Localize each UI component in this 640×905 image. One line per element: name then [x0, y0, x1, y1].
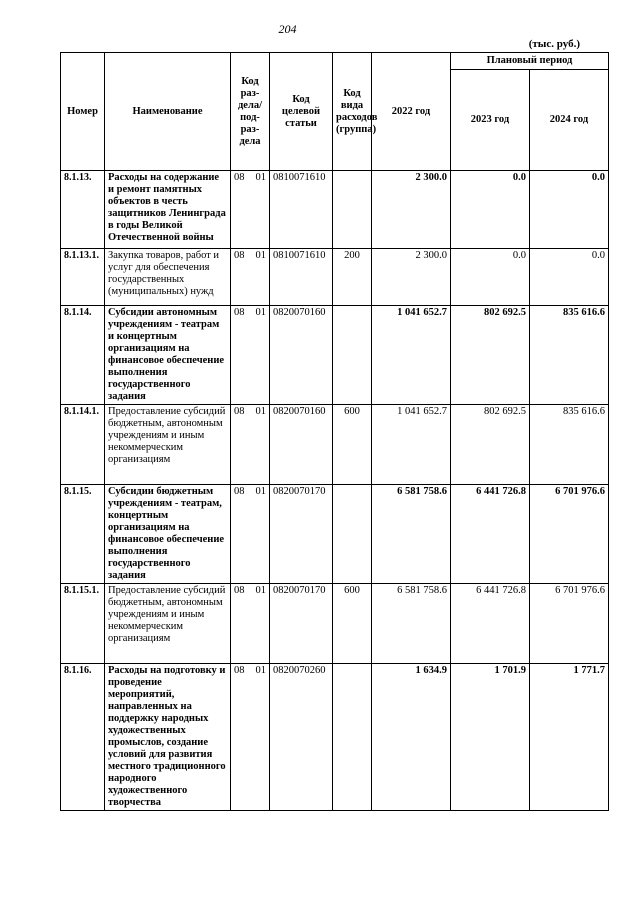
- row-section-code: 08: [234, 486, 245, 497]
- row-amount-2024: 0.0: [530, 171, 609, 249]
- header-target-article: Код целевой статьи: [270, 53, 333, 171]
- row-amount-2022: 2 300.0: [372, 171, 451, 249]
- row-amount-2024: 0.0: [530, 249, 609, 306]
- row-number: 8.1.14.1.: [61, 405, 105, 485]
- header-2024: 2024 год: [530, 70, 609, 171]
- row-name: Расходы на содержание и ремонт памятных объектов в честь защитников Ленинграда в годы Великой Отечественной войны: [105, 171, 231, 249]
- table-row: [61, 485, 609, 584]
- table-row: [61, 249, 609, 306]
- row-amount-2024: 1 771.7: [530, 664, 609, 811]
- table-row: [61, 405, 609, 485]
- table-row: [61, 171, 609, 249]
- row-amount-2022: 1 041 652.7: [372, 306, 451, 405]
- row-razdel: [231, 664, 270, 811]
- table-row: [61, 584, 609, 664]
- row-amount-2023: 802 692.5: [451, 306, 530, 405]
- row-amount-2023: 6 441 726.8: [451, 584, 530, 664]
- row-razdel: [231, 249, 270, 306]
- row-target-article: 0810071610: [270, 249, 333, 306]
- row-amount-2022: 6 581 758.6: [372, 584, 451, 664]
- row-target-article: 0820070170: [270, 584, 333, 664]
- row-subsection-code: 01: [255, 172, 266, 183]
- row-expense-type: 200: [333, 249, 372, 306]
- row-amount-2024: 835 616.6: [530, 306, 609, 405]
- row-razdel: [231, 405, 270, 485]
- row-section-code: 08: [234, 406, 245, 417]
- row-name: Субсидии автономным учреждениям - театрам и концертным организациям на финансовое обеспечение выполнения государственного задания: [105, 306, 231, 405]
- row-amount-2023: 0.0: [451, 249, 530, 306]
- row-name: Расходы на подготовку и проведение мероприятий, направленных на поддержку народных художественных промыслов, создание условий для развития местного традиционного народного художественного творчества: [105, 664, 231, 811]
- header-name: Наименование: [105, 53, 231, 171]
- header-razdel: Код раз-дела/ под-раз-дела: [231, 53, 270, 171]
- row-amount-2024: 6 701 976.6: [530, 485, 609, 584]
- row-amount-2023: 802 692.5: [451, 405, 530, 485]
- row-subsection-code: 01: [255, 250, 266, 261]
- header-planned-period: Плановый период: [451, 53, 609, 70]
- row-amount-2022: 6 581 758.6: [372, 485, 451, 584]
- budget-table: [60, 52, 609, 811]
- row-subsection-code: 01: [255, 406, 266, 417]
- header-2023: 2023 год: [451, 70, 530, 171]
- table-row: [61, 306, 609, 405]
- header-number: Номер: [61, 53, 105, 171]
- row-expense-type: [333, 306, 372, 405]
- row-expense-type: [333, 171, 372, 249]
- row-number: 8.1.13.: [61, 171, 105, 249]
- row-amount-2023: 0.0: [451, 171, 530, 249]
- row-target-article: 0820070160: [270, 405, 333, 485]
- row-section-code: 08: [234, 250, 245, 261]
- row-amount-2023: 6 441 726.8: [451, 485, 530, 584]
- row-section-code: 08: [234, 665, 245, 676]
- row-name: Предоставление субсидий бюджетным, автономным учреждениям и иным некоммерческим организациям: [105, 405, 231, 485]
- header-expense-type: Код вида расходов (группа): [333, 53, 372, 171]
- row-amount-2022: 1 041 652.7: [372, 405, 451, 485]
- row-name: Предоставление субсидий бюджетным, автономным учреждениям и иным некоммерческим организациям: [105, 584, 231, 664]
- row-amount-2022: 2 300.0: [372, 249, 451, 306]
- row-number: 8.1.14.: [61, 306, 105, 405]
- units-label: (тыс. руб.): [528, 38, 580, 50]
- row-expense-type: 600: [333, 405, 372, 485]
- header-2022: 2022 год: [372, 53, 451, 171]
- page-number: 204: [278, 22, 297, 36]
- row-name: Закупка товаров, работ и услуг для обеспечения государственных (муниципальных) нужд: [105, 249, 231, 306]
- row-amount-2023: 1 701.9: [451, 664, 530, 811]
- table-header: [61, 53, 609, 171]
- row-target-article: 0820070160: [270, 306, 333, 405]
- row-number: 8.1.15.1.: [61, 584, 105, 664]
- row-target-article: 0820070170: [270, 485, 333, 584]
- row-amount-2024: 6 701 976.6: [530, 584, 609, 664]
- row-expense-type: 600: [333, 584, 372, 664]
- row-target-article: 0820070260: [270, 664, 333, 811]
- row-name: Субсидии бюджетным учреждениям - театрам, концертным организациям на финансовое обеспечение выполнения государственного задания: [105, 485, 231, 584]
- row-subsection-code: 01: [255, 307, 266, 318]
- row-number: 8.1.13.1.: [61, 249, 105, 306]
- row-number: 8.1.15.: [61, 485, 105, 584]
- row-razdel: [231, 485, 270, 584]
- row-amount-2022: 1 634.9: [372, 664, 451, 811]
- row-section-code: 08: [234, 307, 245, 318]
- row-subsection-code: 01: [255, 585, 266, 596]
- row-target-article: 0810071610: [270, 171, 333, 249]
- row-subsection-code: 01: [255, 486, 266, 497]
- row-expense-type: [333, 664, 372, 811]
- table-body: [61, 171, 609, 811]
- row-number: 8.1.16.: [61, 664, 105, 811]
- row-razdel: [231, 584, 270, 664]
- row-expense-type: [333, 485, 372, 584]
- row-razdel: [231, 306, 270, 405]
- row-section-code: 08: [234, 172, 245, 183]
- table-row: [61, 664, 609, 811]
- row-subsection-code: 01: [255, 665, 266, 676]
- row-section-code: 08: [234, 585, 245, 596]
- row-amount-2024: 835 616.6: [530, 405, 609, 485]
- row-razdel: [231, 171, 270, 249]
